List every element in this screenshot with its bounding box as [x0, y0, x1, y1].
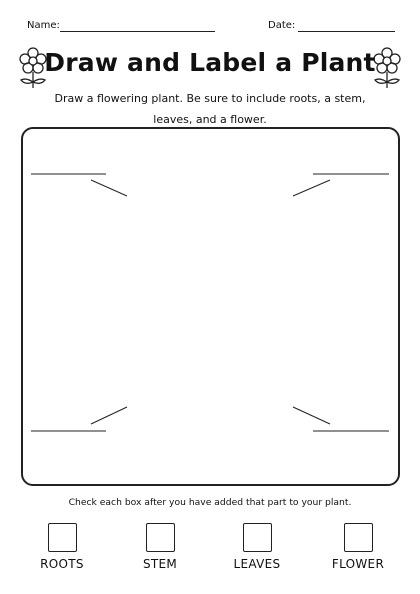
pointer-top-left — [91, 180, 127, 196]
page-title: Draw and Label a Plant — [44, 48, 376, 77]
name-label: Name: — [27, 20, 60, 31]
checklist-label-leaves: LEAVES — [233, 557, 281, 571]
checkbox-leaves[interactable] — [243, 523, 272, 552]
checklist-label-stem: STEM — [142, 557, 178, 571]
pointer-bottom-right — [293, 407, 330, 424]
checkbox-stem[interactable] — [146, 523, 175, 552]
instructions: Draw a flowering plant. Be sure to include roots, a stem, leaves, and a flower. — [54, 92, 366, 126]
pointer-bottom-left — [91, 407, 127, 424]
pointer-top-right — [293, 180, 330, 196]
checklist-note: Check each box after you have added that part to your plant. — [68, 497, 352, 508]
checkbox-flower[interactable] — [344, 523, 373, 552]
checklist-label-flower: FLOWER — [331, 557, 385, 571]
date-label: Date: — [268, 20, 296, 31]
checkbox-roots[interactable] — [48, 523, 77, 552]
checklist-label-roots: ROOTS — [40, 557, 84, 571]
